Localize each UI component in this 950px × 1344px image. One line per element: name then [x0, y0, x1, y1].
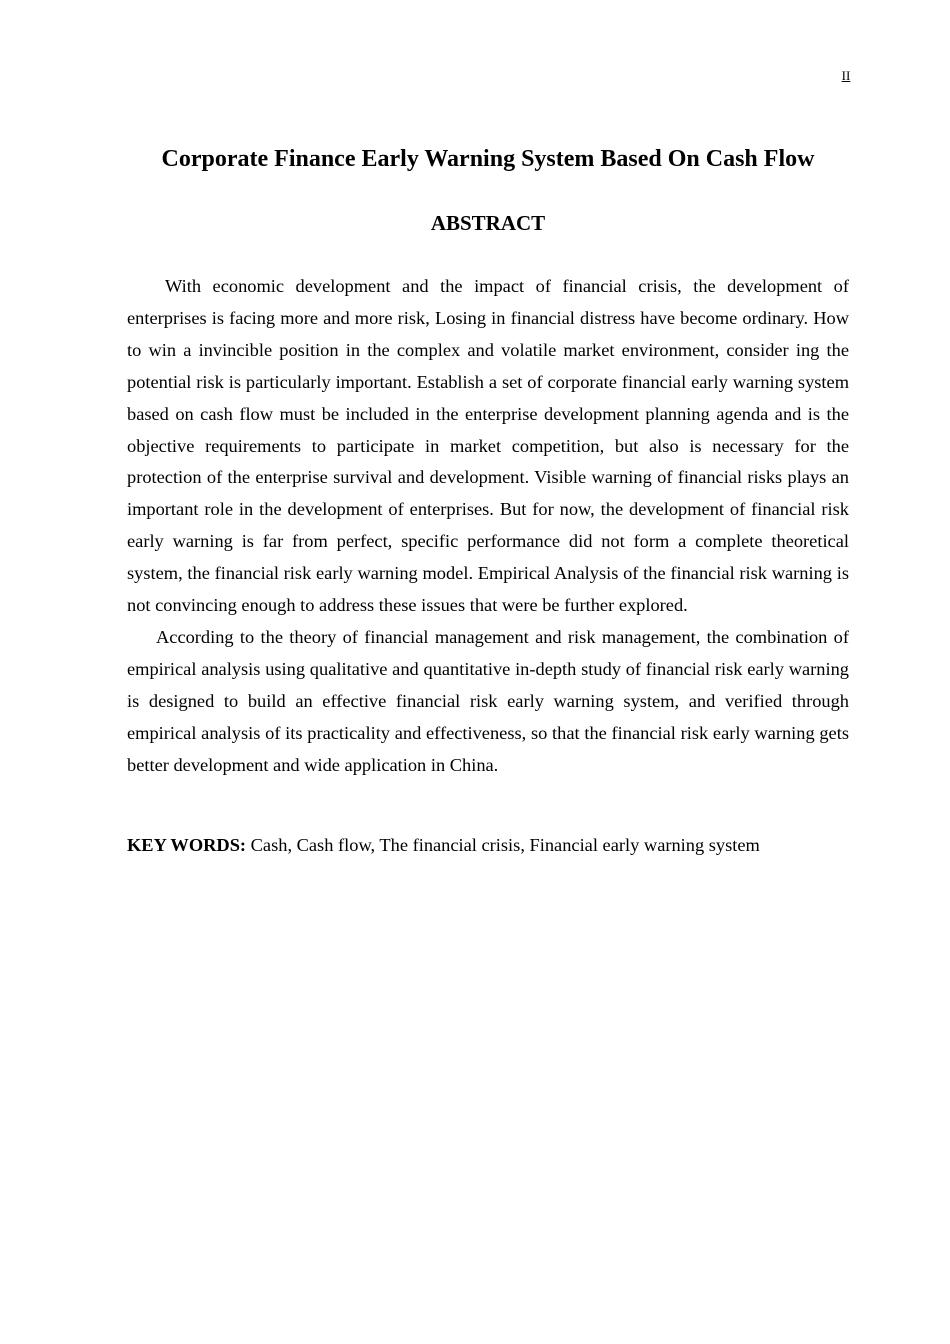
- page-number: II: [841, 68, 851, 83]
- abstract-body: [127, 271, 849, 782]
- keywords-line: [127, 830, 849, 861]
- abstract-paragraph-1: With economic development and the impact of financial crisis, the development of enterprises is facing more and more risk, Losing in financial distress have become ordinary. How to win a invincible position in the complex and volatile market environment, consider ing the potential risk is particularly important. Establish a set of corporate financial early warning system based on cash flow must be included in the enterprise development planning agenda and is the objective requirements to participate in market competition, but also is necessary for the protection of the enterprise survival and development. Visible warning of financial risks plays an important role in the development of enterprises. But for now, the development of financial risk early warning is far from perfect, specific performance did not form a complete theoretical system, the financial risk early warning model. Empirical Analysis of the financial risk warning is not convincing enough to address these issues that were be further explored.: [127, 276, 849, 616]
- abstract-paragraph-2: According to the theory of financial management and risk management, the combination of empirical analysis using qualitative and quantitative in-depth study of financial risk early warning is designed to build an effective financial risk early warning system, and verified through empirical analysis of its practicality and effectiveness, so that the financial risk early warning gets better development and wide application in China.: [127, 626, 849, 775]
- document-title: Corporate Finance Early Warning System Based On Cash Flow: [161, 146, 815, 172]
- keywords-label: KEY WORDS:: [127, 835, 247, 855]
- keywords-text: Cash, Cash flow, The financial crisis, Financial early warning system: [250, 835, 760, 855]
- abstract-heading: ABSTRACT: [430, 211, 546, 235]
